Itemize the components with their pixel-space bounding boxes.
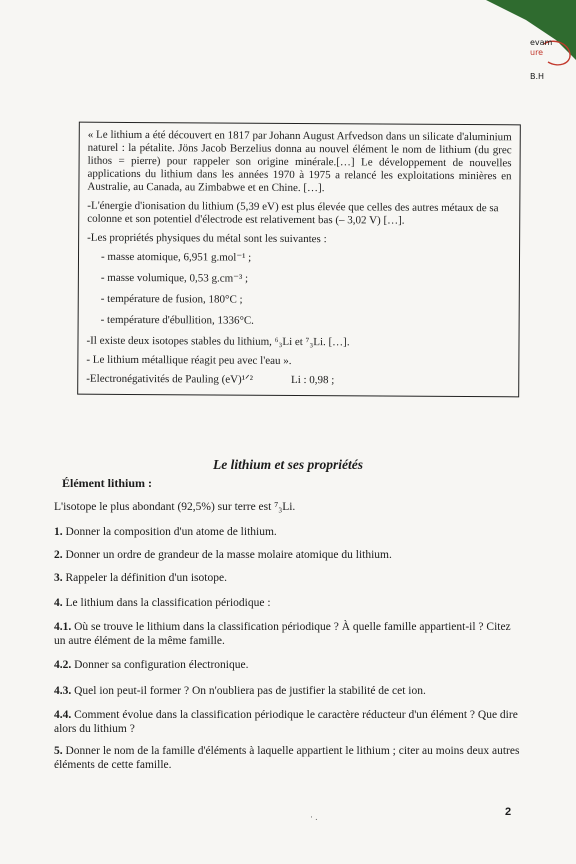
property-item: - masse volumique, 0,53 g.cm⁻³ ; xyxy=(100,271,249,285)
electronegativity-label: -Electronégativités de Pauling (eV)¹ᐟ² xyxy=(86,372,254,386)
intro-line: L'isotope le plus abondant (92,5%) sur terre est ⁷₃Li. xyxy=(54,501,296,513)
question-4-2 xyxy=(54,658,524,672)
question-number: 4.4. xyxy=(54,709,72,721)
section-title: Le lithium et ses propriétés xyxy=(213,457,363,472)
question-number: 1. xyxy=(54,526,63,538)
question-5 xyxy=(54,744,524,772)
question-number: 5. xyxy=(54,745,63,757)
question-4 xyxy=(54,596,524,610)
question-number: 4.1. xyxy=(54,621,72,633)
question-text: Donner la composition d'un atome de lithium. xyxy=(65,526,277,538)
question-text: Donner un ordre de grandeur de la masse molaire atomique du lithium. xyxy=(65,549,392,561)
question-number: 4.2. xyxy=(54,659,72,671)
text-excerpt-box xyxy=(77,122,521,398)
page-number: 2 xyxy=(505,806,512,818)
question-number: 4. xyxy=(54,597,63,609)
question-3 xyxy=(54,571,524,585)
question-2 xyxy=(54,548,524,562)
question-text: Comment évolue dans la classification périodique le caractère réducteur d'un élément ? Que dire alors du lithium ? xyxy=(54,709,518,735)
electronegativity-row xyxy=(86,373,510,389)
question-text: Le lithium dans la classification périodique : xyxy=(65,597,271,609)
question-4-1 xyxy=(54,620,524,648)
property-item: - température de fusion, 180°C ; xyxy=(100,292,243,306)
question-number: 3. xyxy=(54,572,63,584)
quote-paragraph: « Le lithium a été découvert en 1817 par Johann August Arfvedson dans un silicate d'aluminium naturel : la pétalite. Jöns Jacob Berzelius donna au nouvel élément le nom de lithium (du grec lithos = pierre) pour rappeler son origine minérale.[…] Le développement de nouvelles applications du lithium dans les années 1970 à 1975 a relancé les exploitations minières en Australie, au Canada, au Zimbabwe et en Chine. […]. xyxy=(87,128,512,195)
reactivity-paragraph: - Le lithium métallique réagit peu avec l'eau ». xyxy=(86,353,292,367)
scan-specks: · . xyxy=(310,812,318,822)
question-text: Où se trouve le lithium dans la classification périodique ? À quelle famille appartient-il ? Citez un autre élément de la même famille. xyxy=(54,621,511,647)
question-number: 2. xyxy=(54,549,63,561)
corner-note-line-2: ure xyxy=(530,48,544,57)
corner-handwritten-note xyxy=(530,38,574,82)
properties-intro: -Les propriétés physiques du métal sont les suivantes : xyxy=(87,231,327,246)
property-item: - masse atomique, 6,951 g.mol⁻¹ ; xyxy=(100,250,252,264)
properties-list xyxy=(87,251,511,330)
question-text: Donner sa configuration électronique. xyxy=(74,659,249,671)
corner-note-line-3: B.H xyxy=(530,72,545,81)
question-text: Rappeler la définition d'un isotope. xyxy=(65,572,227,584)
question-number: 4.3. xyxy=(54,685,72,697)
electronegativity-value: Li : 0,98 ; xyxy=(290,373,335,387)
property-item: - température d'ébullition, 1336°C. xyxy=(100,313,254,327)
isotopes-paragraph: -Il existe deux isotopes stables du lithium, ⁶₃Li et ⁷₃Li. […]. xyxy=(86,334,350,349)
question-text: Donner le nom de la famille d'éléments à laquelle appartient le lithium ; citer au moins deux autres éléments de cette famille. xyxy=(54,745,520,771)
question-1 xyxy=(54,525,524,539)
ionisation-paragraph: -L'énergie d'ionisation du lithium (5,39 eV) est plus élevée que celles des autres métaux de sa colonne et son potentiel d'électrode est relativement bas (– 3,02 V) […]. xyxy=(87,199,499,227)
question-text: Quel ion peut-il former ? On n'oubliera pas de justifier la stabilité de cet ion. xyxy=(74,685,426,697)
question-4-4 xyxy=(54,708,524,736)
question-4-3 xyxy=(54,684,524,698)
corner-note-line-1: evam xyxy=(530,38,553,47)
subsection-heading: Élément lithium : xyxy=(62,476,152,490)
